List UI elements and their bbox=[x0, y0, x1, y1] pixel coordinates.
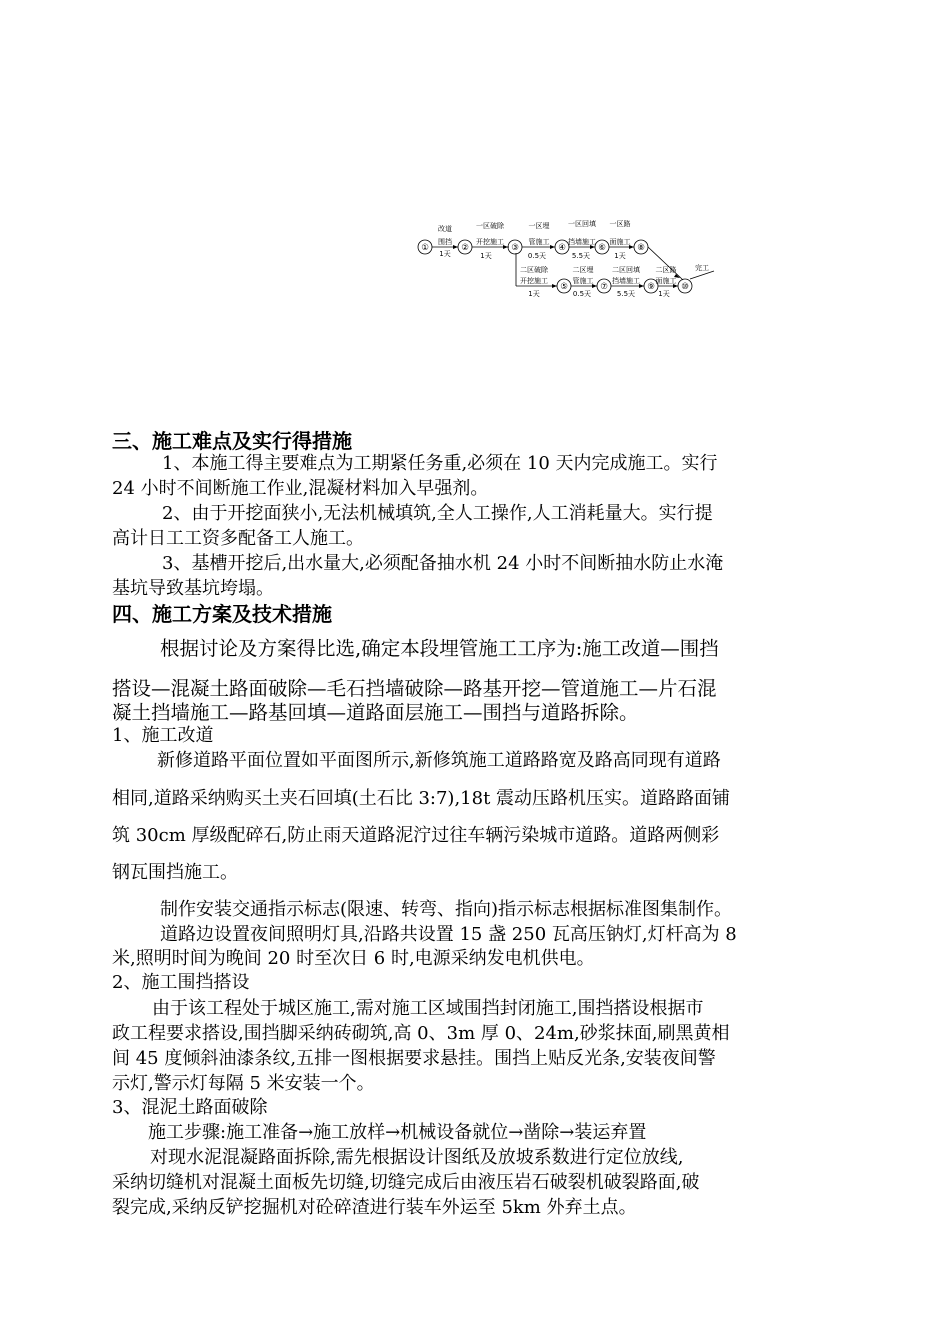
section-4-para-7-line-3: 裂完成,采纳反铲挖掘机对砼碎渣进行装车外运至 5km 外弃土点。 bbox=[112, 1197, 637, 1218]
activity-sub: 面施工 bbox=[655, 277, 677, 285]
section-4-para-5-line-2: 政工程要求搭设,围挡脚采纳砖砌筑,高 0、3m 厚 0、24m,砂浆抹面,刷黑黄相 bbox=[112, 1023, 730, 1044]
node-label-3: ③ bbox=[511, 243, 519, 253]
activity-label: 二区破除 bbox=[520, 266, 548, 274]
section-3-para-2-line-1: 2、由于开挖面狭小,无法机械填筑,全人工操作,人工消耗量大。实行提 bbox=[162, 503, 713, 524]
node-label-8: ⑧ bbox=[637, 243, 645, 253]
activity-duration: 1天 bbox=[439, 250, 451, 258]
node-label-1: ① bbox=[421, 243, 429, 253]
activity-sub: 面施工 bbox=[609, 238, 631, 246]
subsection-2-heading: 2、施工围挡搭设 bbox=[112, 972, 250, 993]
section-4-para-1-line-1: 根据讨论及方案得比选,确定本段埋管施工工序为:施工改道—围挡 bbox=[160, 637, 719, 660]
activity-duration: 1天 bbox=[480, 252, 492, 260]
activity-sub: 围挡 bbox=[438, 238, 452, 246]
section-4-para-5-line-3: 间 45 度倾斜油漆条纹,五排一图根据要求悬挂。围挡上贴反光条,安装夜间警 bbox=[112, 1048, 716, 1069]
section-3-para-3-line-1: 3、基槽开挖后,出水量大,必须配备抽水机 24 小时不间断抽水防止水淹 bbox=[162, 553, 724, 574]
section-3-para-1-line-1: 1、本施工得主要难点为工期紧任务重,必须在 10 天内完成施工。实行 bbox=[162, 453, 718, 474]
section-4-heading: 四、施工方案及技术措施 bbox=[112, 602, 332, 626]
edge-8-10 bbox=[648, 247, 683, 280]
section-4-para-4-line-2: 米,照明时间为晚间 20 时至次日 6 时,电源采纳发电机供电。 bbox=[112, 948, 595, 969]
section-4-para-2-line-3: 筑 30cm 厚级配碎石,防止雨天道路泥泞过往车辆污染城市道路。道路两侧彩 bbox=[112, 825, 720, 846]
section-3-para-3-line-2: 基坑导致基坑垮塌。 bbox=[112, 578, 274, 599]
arrowhead-icon bbox=[453, 245, 458, 249]
activity-duration: 1天 bbox=[528, 290, 540, 298]
activity-sub: 开挖施工 bbox=[520, 277, 548, 285]
activity-label: 改道 bbox=[438, 225, 452, 233]
node-label-9: ⑨ bbox=[647, 282, 655, 292]
section-4-para-2-line-2: 相同,道路采纳购买土夹石回填(土石比 3:7),18t 震动压路机压实。道路路面铺 bbox=[112, 788, 731, 809]
activity-label: 二区路 bbox=[655, 266, 677, 274]
section-4-para-7-line-2: 采纳切缝机对混凝土面板先切缝,切缝完成后由液压岩石破裂机破裂路面,破 bbox=[112, 1172, 700, 1193]
node-label-6: ⑥ bbox=[598, 243, 606, 253]
arrowhead-icon bbox=[550, 245, 555, 249]
node-label-2: ② bbox=[461, 243, 469, 253]
completion-label: 完工 bbox=[695, 264, 709, 272]
activity-duration: 1天 bbox=[658, 290, 670, 298]
node-label-7: ⑦ bbox=[600, 282, 608, 292]
network-diagram bbox=[414, 212, 716, 308]
activity-label: 二区埋 bbox=[572, 266, 594, 274]
section-4-para-1-line-2: 搭设—混凝土路面破除—毛石挡墙破除—路基开挖—管道施工—片石混 bbox=[112, 677, 717, 700]
subsection-3-heading: 3、混泥土路面破除 bbox=[112, 1097, 268, 1118]
section-4-para-7-line-1: 对现水泥混凝路面拆除,需先根据设计图纸及放坡系数进行定位放线, bbox=[150, 1147, 684, 1168]
arrowhead-icon bbox=[552, 284, 557, 288]
activity-duration: 1天 bbox=[614, 252, 626, 260]
section-4-para-5-line-4: 示灯,警示灯每隔 5 米安装一个。 bbox=[112, 1073, 375, 1094]
activity-sub: 挡墙施工 bbox=[568, 238, 596, 246]
activity-label: 二区回填 bbox=[612, 266, 640, 274]
activity-label: 一区破除 bbox=[476, 222, 504, 230]
node-label-5: ⑤ bbox=[560, 282, 568, 292]
activity-label: 一区回填 bbox=[568, 220, 596, 228]
activity-duration: 0.5天 bbox=[572, 290, 592, 298]
section-3-para-1-line-2: 24 小时不间断施工作业,混凝材料加入早强剂。 bbox=[112, 478, 489, 499]
activity-duration: 5.5天 bbox=[571, 252, 591, 260]
subsection-1-heading: 1、施工改道 bbox=[112, 725, 214, 746]
network-diagram-svg bbox=[414, 212, 716, 308]
activity-duration: 5.5天 bbox=[616, 290, 636, 298]
section-4-para-5-line-1: 由于该工程处于城区施工,需对施工区域围挡封闭施工,围挡搭设根据市 bbox=[152, 998, 704, 1019]
section-4-para-1-line-3: 凝土挡墙施工—路基回填—道路面层施工—围挡与道路拆除。 bbox=[112, 701, 639, 724]
activity-sub: 开挖施工 bbox=[476, 238, 504, 246]
section-3-para-2-line-2: 高计日工工资多配备工人施工。 bbox=[112, 528, 364, 549]
section-4-para-2-line-1: 新修道路平面位置如平面图所示,新修筑施工道路路宽及路高同现有道路 bbox=[157, 750, 721, 771]
activity-label: 一区路 bbox=[609, 220, 631, 228]
node-label-10: ⑩ bbox=[681, 282, 689, 292]
activity-sub: 挡墙施工 bbox=[612, 277, 640, 285]
activity-label: 一区埋 bbox=[528, 222, 550, 230]
edge-10-end bbox=[690, 271, 714, 279]
node-label-4: ④ bbox=[558, 243, 566, 253]
section-3-heading: 三、施工难点及实行得措施 bbox=[112, 429, 352, 453]
activity-duration: 0.5天 bbox=[527, 252, 547, 260]
activity-sub: 管施工 bbox=[572, 277, 594, 285]
construction-steps: 施工步骤:施工准备→施工放样→机械设备就位→凿除→装运弃置 bbox=[148, 1122, 647, 1143]
section-4-para-4-line-1: 道路边设置夜间照明灯具,沿路共设置 15 盏 250 瓦高压钠灯,灯杆高为 8 bbox=[160, 924, 737, 945]
section-4-para-3: 制作安装交通指示标志(限速、转弯、指向)指示标志根据标准图集制作。 bbox=[160, 899, 733, 920]
activity-sub: 管施工 bbox=[528, 238, 550, 246]
section-4-para-2-line-4: 钢瓦围挡施工。 bbox=[112, 862, 238, 883]
